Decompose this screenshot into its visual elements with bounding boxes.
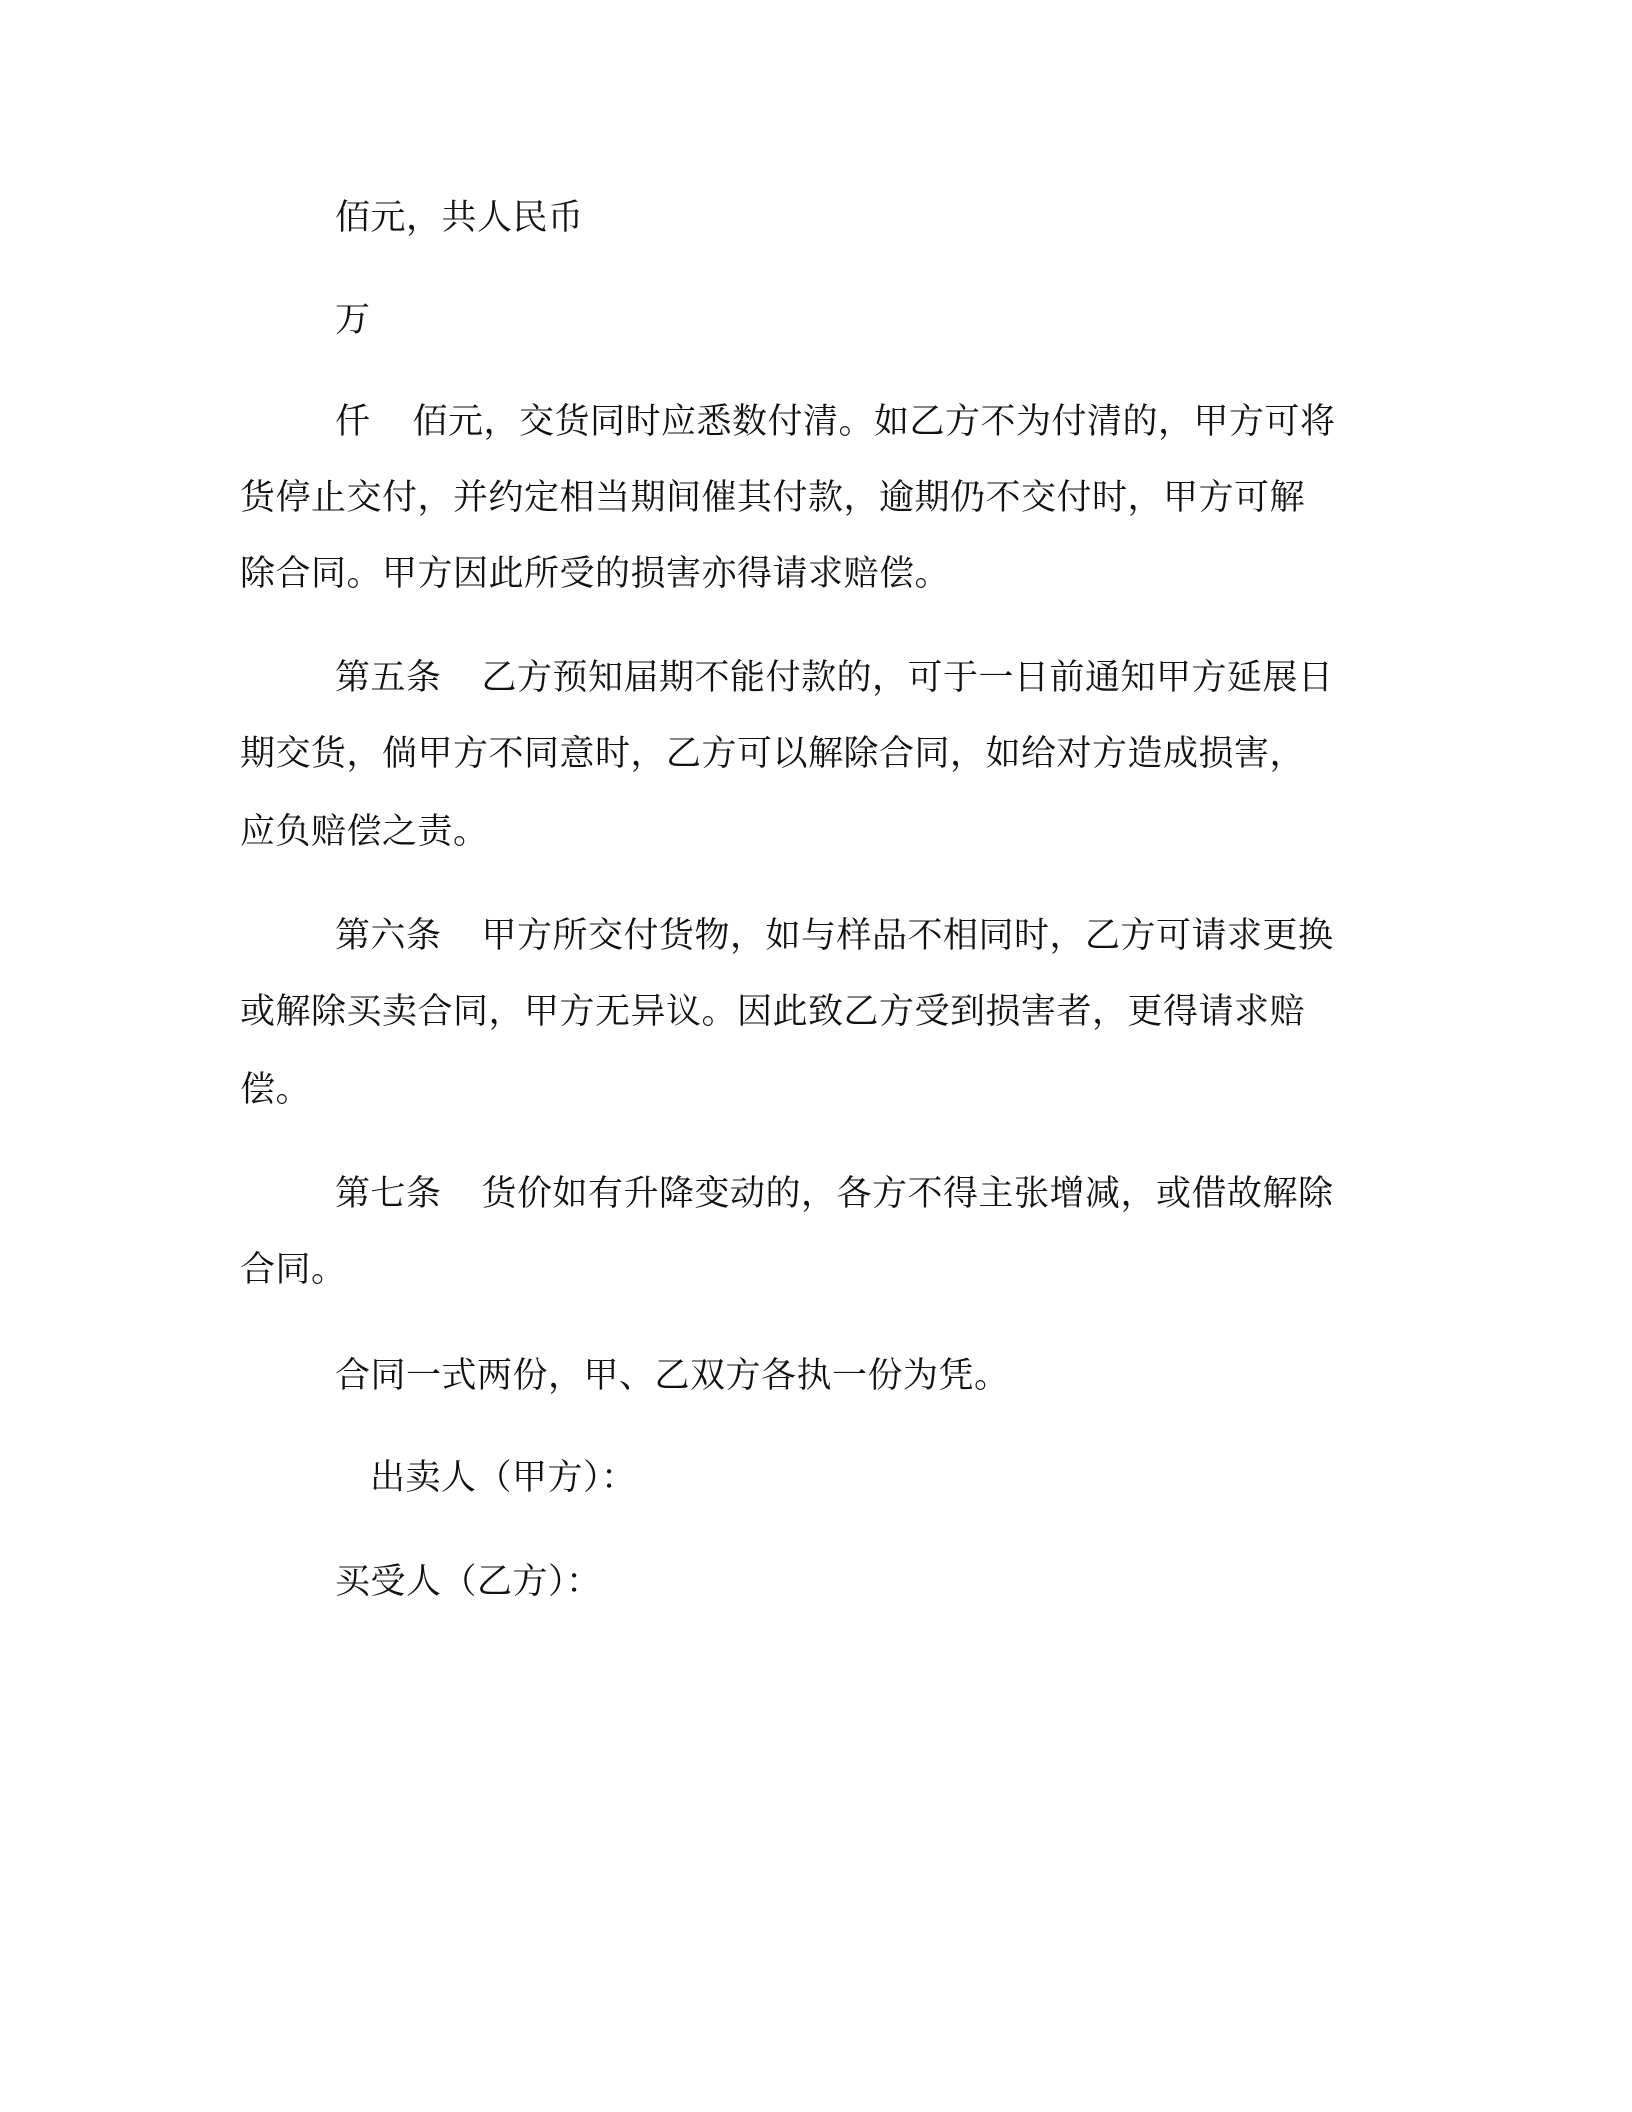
seller-label: 出卖人（甲方）： xyxy=(370,1458,637,1498)
article-6-line-2 xyxy=(240,990,1305,1034)
buyer-signature-line xyxy=(335,1560,602,1604)
line-text: 乙方预知届期不能付款的，可于一日前通知甲方延展日 xyxy=(481,658,1334,698)
line-text: 仟 xyxy=(335,402,371,442)
copies-line xyxy=(335,1354,1010,1398)
article-6-line-3 xyxy=(240,1068,311,1112)
line-text: 佰元，交货同时应悉数付清。如乙方不为付清的，甲方可将 xyxy=(412,402,1336,442)
text-line-price-3 xyxy=(335,400,1336,444)
line-text: 甲方所交付货物，如与样品不相同时，乙方可请求更换 xyxy=(481,916,1334,956)
article-5-line-1 xyxy=(335,656,1334,700)
line-text: 或解除买卖合同，甲方无异议。因此致乙方受到损害者，更得请求赔 xyxy=(240,992,1306,1032)
article-6-line-1 xyxy=(335,914,1334,958)
text-line-price-2 xyxy=(335,298,371,342)
article-5-heading: 第五条 xyxy=(335,658,442,698)
line-text: 货价如有升降变动的，各方不得主张增减，或借故解除 xyxy=(481,1174,1334,1214)
seller-signature-line xyxy=(370,1456,637,1500)
article-5-line-2 xyxy=(240,732,1305,776)
line-text: 除合同。甲方因此所受的损害亦得请求赔偿。 xyxy=(240,554,951,594)
buyer-label: 买受人（乙方）： xyxy=(335,1562,602,1602)
line-text: 万 xyxy=(335,300,371,340)
line-text: 期交货，倘甲方不同意时，乙方可以解除合同，如给对方造成损害， xyxy=(240,734,1306,774)
article-6-heading: 第六条 xyxy=(335,916,442,956)
article-7-line-1 xyxy=(335,1172,1334,1216)
line-text: 偿。 xyxy=(240,1070,312,1110)
line-text: 合同。 xyxy=(240,1250,347,1290)
line-text: 合同一式两份，甲、乙双方各执一份为凭。 xyxy=(335,1356,1010,1396)
text-line-price-1 xyxy=(335,196,584,240)
line-text: 应负赔偿之责。 xyxy=(240,812,489,852)
text-line-payment-2 xyxy=(240,476,1305,520)
line-text: 佰元，共人民币 xyxy=(335,198,584,238)
article-7-heading: 第七条 xyxy=(335,1174,442,1214)
text-line-payment-3 xyxy=(240,552,950,596)
article-5-line-3 xyxy=(240,810,489,854)
article-7-line-2 xyxy=(240,1248,347,1292)
line-text: 货停止交付，并约定相当期间催其付款，逾期仍不交付时，甲方可解 xyxy=(240,478,1306,518)
